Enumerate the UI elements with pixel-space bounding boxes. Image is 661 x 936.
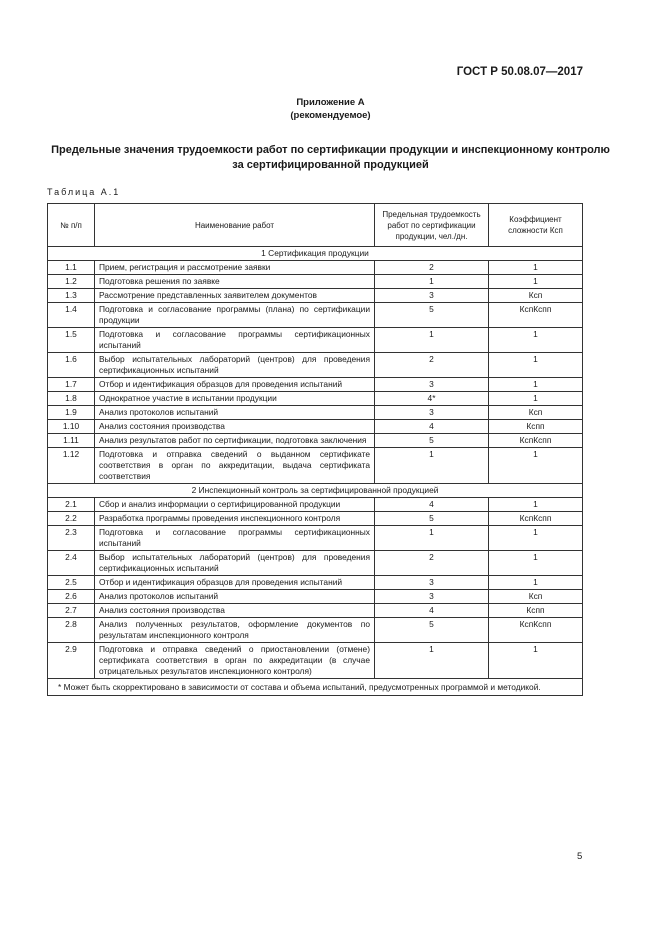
work-name: Отбор и идентификация образцов для проведения испытаний xyxy=(95,576,375,590)
work-name: Подготовка и отправка сведений о выданном сертификате соответствия в орган по аккредитации, выдача сертификата соответствия xyxy=(95,448,375,484)
labor-value: 1 xyxy=(375,328,489,353)
table-row xyxy=(48,392,583,406)
work-name: Анализ результатов работ по сертификации, подготовка заключения xyxy=(95,434,375,448)
labor-value: 4* xyxy=(375,392,489,406)
table-row xyxy=(48,498,583,512)
complexity-coefficient: 1 xyxy=(489,448,583,484)
row-number: 1.10 xyxy=(48,420,95,434)
row-number: 2.4 xyxy=(48,551,95,576)
section-row xyxy=(48,484,583,498)
table-row xyxy=(48,328,583,353)
table-row xyxy=(48,604,583,618)
table-row xyxy=(48,289,583,303)
complexity-coefficient: 1 xyxy=(489,551,583,576)
complexity-coefficient: 1 xyxy=(489,498,583,512)
work-name: Анализ протоколов испытаний xyxy=(95,406,375,420)
table-row xyxy=(48,353,583,378)
complexity-coefficient: Ксп xyxy=(489,406,583,420)
table-row xyxy=(48,275,583,289)
row-number: 2.1 xyxy=(48,498,95,512)
table-row xyxy=(48,526,583,551)
appendix-subtitle: (рекомендуемое) xyxy=(290,110,371,121)
table-row xyxy=(48,448,583,484)
table-row xyxy=(48,618,583,643)
table-footnote: * Может быть скорректировано в зависимости от состава и объема испытаний, предусмотренных программой и методикой. xyxy=(48,679,583,696)
work-name: Разработка программы проведения инспекционного контроля xyxy=(95,512,375,526)
complexity-coefficient: 1 xyxy=(489,328,583,353)
complexity-coefficient: 1 xyxy=(489,378,583,392)
labor-value: 3 xyxy=(375,289,489,303)
row-number: 2.8 xyxy=(48,618,95,643)
table-row xyxy=(48,420,583,434)
complexity-coefficient: КспКспп xyxy=(489,434,583,448)
work-name: Выбор испытательных лабораторий (центров) для проведения сертификационных испытаний xyxy=(95,551,375,576)
complexity-coefficient: 1 xyxy=(489,261,583,275)
section-row xyxy=(48,247,583,261)
complexity-coefficient: 1 xyxy=(489,526,583,551)
row-number: 1.11 xyxy=(48,434,95,448)
header-labor: Предельная трудоемкость работ по сертификации продукции, чел./дн. xyxy=(375,204,489,247)
row-number: 1.2 xyxy=(48,275,95,289)
appendix-title: Приложение А xyxy=(296,97,365,108)
work-name: Однократное участие в испытании продукции xyxy=(95,392,375,406)
complexity-coefficient: Кспп xyxy=(489,604,583,618)
table-row xyxy=(48,303,583,328)
complexity-coefficient: 1 xyxy=(489,353,583,378)
work-name: Рассмотрение представленных заявителем документов xyxy=(95,289,375,303)
row-number: 2.9 xyxy=(48,643,95,679)
row-number: 1.4 xyxy=(48,303,95,328)
row-number: 1.7 xyxy=(48,378,95,392)
labor-value: 1 xyxy=(375,643,489,679)
complexity-coefficient: Ксп xyxy=(489,289,583,303)
labor-value: 3 xyxy=(375,406,489,420)
page-number: 5 xyxy=(577,851,583,862)
row-number: 2.2 xyxy=(48,512,95,526)
row-number: 1.1 xyxy=(48,261,95,275)
work-name: Подготовка решения по заявке xyxy=(95,275,375,289)
table-row xyxy=(48,551,583,576)
table-row xyxy=(48,261,583,275)
work-name: Анализ полученных результатов, оформление документов по результатам инспекционного контроля xyxy=(95,618,375,643)
row-number: 1.5 xyxy=(48,328,95,353)
work-name: Подготовка и согласование программы сертификационных испытаний xyxy=(95,526,375,551)
complexity-coefficient: 1 xyxy=(489,576,583,590)
complexity-coefficient: Ксп xyxy=(489,590,583,604)
header-coef: Коэффициент сложности Ксп xyxy=(489,204,583,247)
table-row xyxy=(48,406,583,420)
complexity-coefficient: Кспп xyxy=(489,420,583,434)
work-name: Подготовка и согласование программы сертификационных испытаний xyxy=(95,328,375,353)
table-row xyxy=(48,434,583,448)
row-number: 1.3 xyxy=(48,289,95,303)
labor-value: 5 xyxy=(375,303,489,328)
complexity-coefficient: 1 xyxy=(489,643,583,679)
work-name: Подготовка и согласование программы (плана) по сертификации продукции xyxy=(95,303,375,328)
appendix-block xyxy=(0,96,661,122)
row-number: 2.7 xyxy=(48,604,95,618)
row-number: 1.6 xyxy=(48,353,95,378)
section-title: 1 Сертификация продукции xyxy=(48,247,583,261)
table-row xyxy=(48,643,583,679)
table-row xyxy=(48,576,583,590)
table-label: Таблица А.1 xyxy=(47,187,121,197)
work-name: Отбор и идентификация образцов для проведения испытаний xyxy=(95,378,375,392)
complexity-coefficient: КспКспп xyxy=(489,512,583,526)
header-num: № п/п xyxy=(48,204,95,247)
complexity-coefficient: 1 xyxy=(489,275,583,289)
labor-value: 2 xyxy=(375,261,489,275)
row-number: 1.8 xyxy=(48,392,95,406)
labor-value: 1 xyxy=(375,275,489,289)
labor-value: 5 xyxy=(375,618,489,643)
labor-value: 2 xyxy=(375,353,489,378)
row-number: 2.5 xyxy=(48,576,95,590)
labor-value: 1 xyxy=(375,448,489,484)
complexity-coefficient: КспКспп xyxy=(489,303,583,328)
row-number: 1.9 xyxy=(48,406,95,420)
row-number: 2.6 xyxy=(48,590,95,604)
labor-table xyxy=(47,203,583,696)
table-row xyxy=(48,590,583,604)
section-title: 2 Инспекционный контроль за сертифицированной продукцией xyxy=(48,484,583,498)
table-footnote-row xyxy=(48,679,583,696)
table-row xyxy=(48,378,583,392)
labor-value: 5 xyxy=(375,434,489,448)
work-name: Подготовка и отправка сведений о приостановлении (отмене) сертификата соответствия в орган по аккредитации (в случае отрицательных результатов инспекционного контроля) xyxy=(95,643,375,679)
complexity-coefficient: КспКспп xyxy=(489,618,583,643)
labor-value: 3 xyxy=(375,590,489,604)
labor-value: 4 xyxy=(375,498,489,512)
work-name: Прием, регистрация и рассмотрение заявки xyxy=(95,261,375,275)
labor-value: 4 xyxy=(375,420,489,434)
row-number: 1.12 xyxy=(48,448,95,484)
work-name: Анализ состояния производства xyxy=(95,604,375,618)
labor-value: 2 xyxy=(375,551,489,576)
table-header-row xyxy=(48,204,583,247)
labor-value: 4 xyxy=(375,604,489,618)
labor-value: 5 xyxy=(375,512,489,526)
table-body xyxy=(48,247,583,679)
work-name: Сбор и анализ информации о сертифицированной продукции xyxy=(95,498,375,512)
work-name: Анализ состояния производства xyxy=(95,420,375,434)
work-name: Анализ протоколов испытаний xyxy=(95,590,375,604)
labor-value: 3 xyxy=(375,576,489,590)
labor-value: 1 xyxy=(375,526,489,551)
work-name: Выбор испытательных лабораторий (центров) для проведения сертификационных испытаний xyxy=(95,353,375,378)
header-name: Наименование работ xyxy=(95,204,375,247)
complexity-coefficient: 1 xyxy=(489,392,583,406)
standard-designation: ГОСТ Р 50.08.07—2017 xyxy=(456,66,583,78)
table-row xyxy=(48,512,583,526)
labor-value: 3 xyxy=(375,378,489,392)
document-heading: Предельные значения трудоемкости работ по сертификации продукции и инспекционному контролю за сертифицированной продукцией xyxy=(51,144,610,171)
row-number: 2.3 xyxy=(48,526,95,551)
